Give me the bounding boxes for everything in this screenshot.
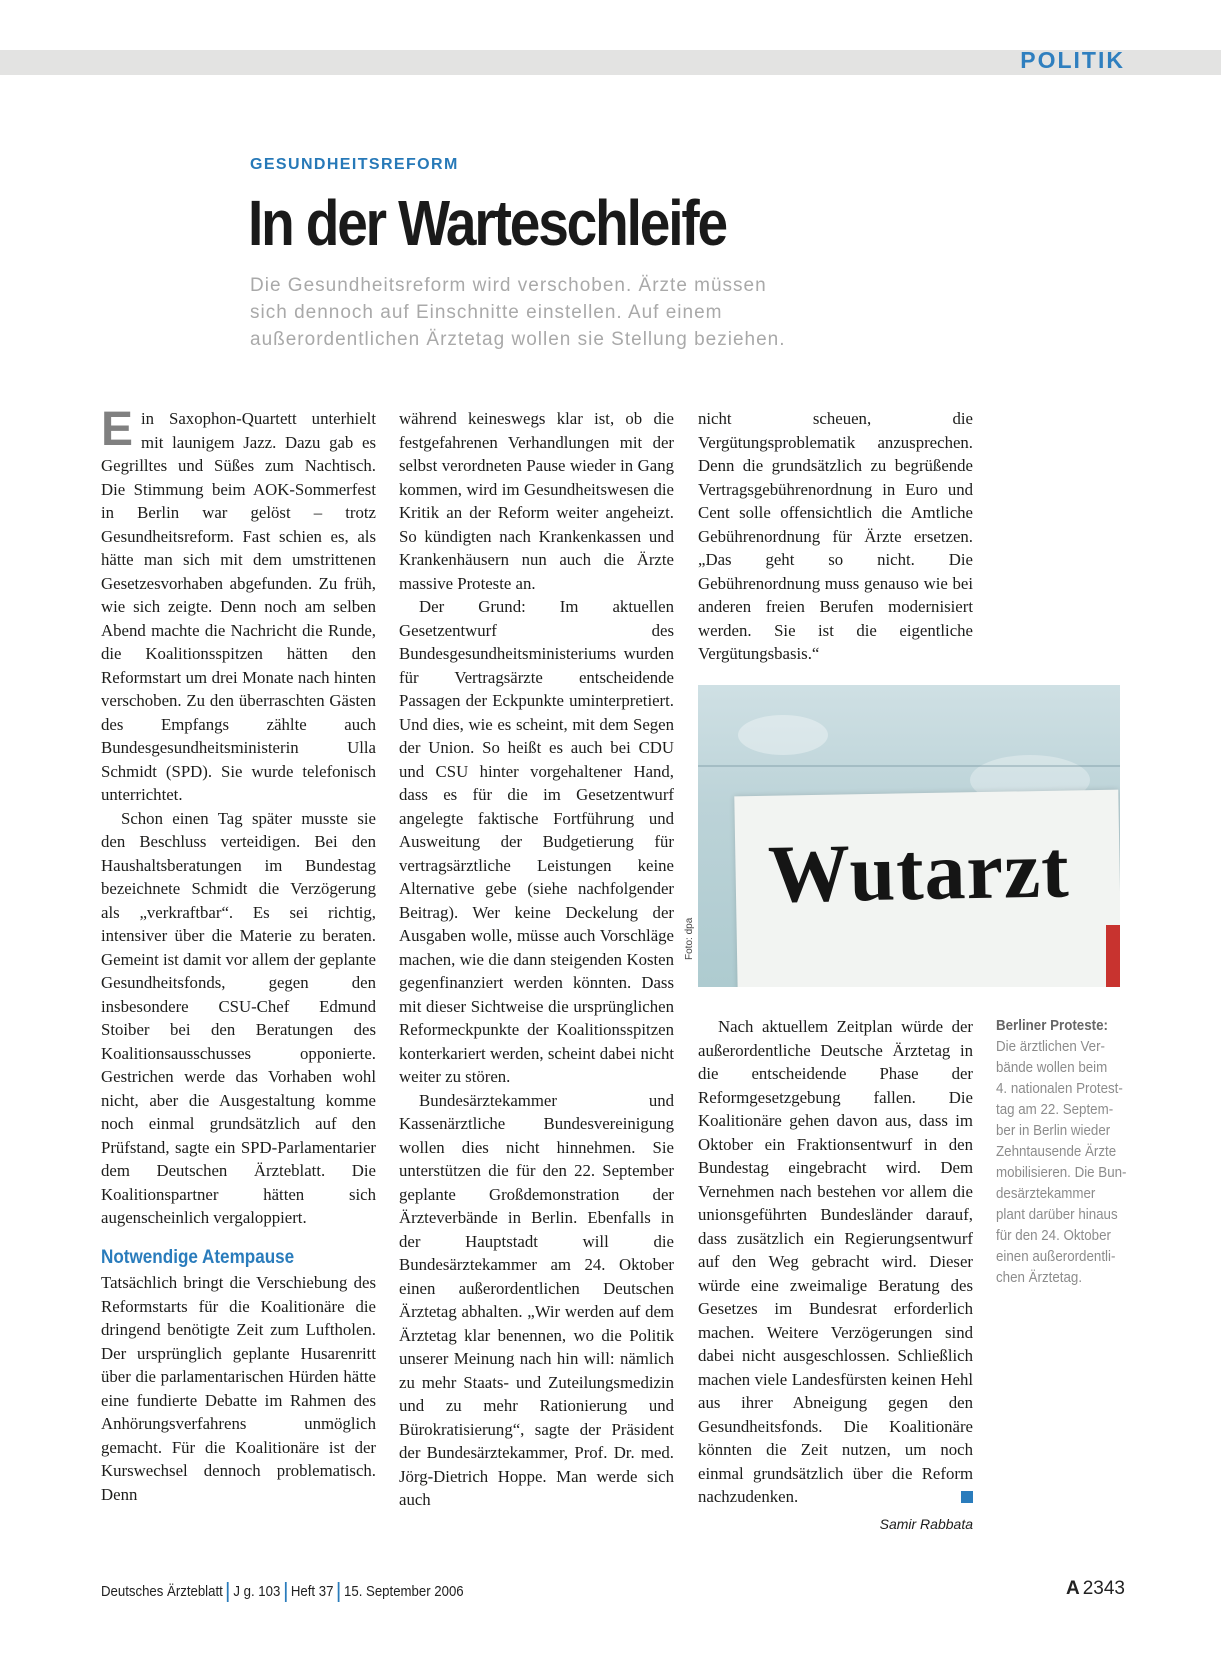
deck-line: sich dennoch auf Einschnitte einstellen. Auf einem [250, 302, 723, 323]
caption-line: tag am 22. Septem- [996, 1102, 1114, 1118]
text-column-2 [399, 407, 674, 1512]
article-title: In der Warteschleife [248, 187, 726, 259]
body-paragraph: Tatsächlich bringt die Verschiebung des Reformstarts für die Koalitionäre die dringend benötigte Zeit zum Luftholen. Der ursprünglich geplante Husarenritt über die parlamentarischen Hürden hätte eine fundierte Debatte im Rahmen des Anhörungsverfahrens unmöglich gemacht. Für die Koalitionäre ist der Kurswechsel dennoch problematisch. Denn [101, 1273, 376, 1504]
body-paragraph: Bundesärztekammer und Kassenärztliche Bundesvereinigung wollen dies nicht hinnehmen. Sie unterstützen die für den 22. September geplante Großdemonstration der Ärzteverbände in Berlin. Ebenfalls in der Hauptstadt will die Bundesärztekammer am 24. Oktober einen außerordentlichen Deutschen Ärztetag abhalten. „Wir werden auf dem Ärztetag klar benennen, wo die Politik unserer Meinung nach hin will: nämlich zu mehr Staats- und Zuteilungsmedizin und zu mehr Rationierung und Bürokratisierung“, sagte der Präsident der Bundesärztekammer, Prof. Dr. med. Jörg-Dietrich Hoppe. Man werde sich auch [399, 1090, 674, 1509]
text-column-1 [101, 403, 376, 1506]
subheading: Notwendige Atempause [101, 1246, 295, 1268]
protest-photo [698, 685, 1120, 987]
sign-text: Wutarzt [767, 823, 1071, 920]
text-column-3-top [698, 407, 973, 666]
caption-line: Die ärztlichen Ver- [996, 1039, 1105, 1055]
body-paragraph: Nach aktuellem Zeitplan würde der außerordentliche Deutsche Ärztetag in die entscheidende Phase der Reformgesetzgebung fallen. Die Koalitionäre gehen davon aus, dass im Oktober ein Fraktionsentwurf in den Bundestag eingebracht wird. Dem Vernehmen nach bestehen vor allem die unionsgeführten Bundesländer darauf, dass zusätzlich ein Regierungsentwurf auf den Weg gebracht wird. Dieser würde eine zweimalige Beratung des Gesetzes im Bundesrat erforderlich machen. Weitere Verzögerungen sind dabei nicht ausgeschlossen. Schließlich machen viele Landesfürsten keinen Hehl aus ihrer Abneigung gegen den Gesundheitsfonds. Die Koalitionäre könnten die Zeit nutzen, um noch einmal grundsätzlich über die Reform nachzudenken. [698, 1017, 973, 1506]
body-paragraph: Ein Saxophon-Quartett unterhielt mit launigem Jazz. Dazu gab es Gegrilltes und Süßes zum Nachtisch. Die Stimmung beim AOK-Sommerfest in Berlin war gelöst – trotz Gesundheitsreform. Fast schien es, als hätte man sich mit dem umstrittenen Gesetzesvorhaben abgefunden. Zu früh, wie sich zeigte. Denn noch am selben Abend machte die Nachricht die Runde, die Koalitionsspitzen hätten den Reformstart um drei Monate nach hinten verschoben. Zu den überraschten Gästen des Empfangs zählte auch Bundesgesundheitsministerin Ulla Schmidt (SPD). Sie wurde telefonisch unterrichtet. [101, 403, 376, 804]
photo-red-edge [1106, 925, 1120, 987]
page-prefix: A [1065, 1578, 1080, 1599]
photo-caption [996, 1016, 1126, 1289]
section-label: POLITIK [1020, 47, 1125, 73]
body-paragraph: während keineswegs klar ist, ob die festgefahrenen Verhandlungen mit der selbst verordneten Pause wieder in Gang kommen, wird im Gesundheitswesen die Kritik an der Reform weiter angeheizt. So kündigten nach Krankenkassen und Krankenhäusern nun auch die Ärzte massive Proteste an. [399, 409, 674, 593]
caption-line: chen Ärztetag. [996, 1270, 1083, 1286]
article-kicker: GESUNDHEITSREFORM [250, 156, 459, 173]
caption-line: Zehntausende Ärzte [996, 1144, 1117, 1160]
caption-line: einen außerordentli- [996, 1249, 1116, 1265]
body-paragraph: Schon einen Tag später musste sie den Beschluss verteidigen. Bei den Haushaltsberatungen im Bundestag bezeichnete Schmidt die Verzögerung als „verkraftbar“. Es sei richtig, intensiver über die Materie zu beraten. Gemeint ist damit vor allem der geplante Gesundheitsfonds, gegen den insbesondere CSU-Chef Edmund Stoiber bei den Beratungen des Koalitionsausschusses opponierte. Gestrichen werde das Vorhaben wohl nicht, aber die Ausgestaltung komme noch einmal grundsätzlich auf den Prüfstand, sagte ein SPD-Parlamentarier dem Deutschen Ärzteblatt. Die Koalitionspartner hätten sich augenscheinlich vergaloppiert. [101, 808, 376, 1227]
caption-line: für den 24. Oktober [996, 1228, 1111, 1244]
footer-separator [285, 1582, 287, 1602]
footer-separator [227, 1582, 229, 1602]
caption-line: 4. nationalen Protest- [996, 1081, 1123, 1097]
journal-name: Deutsches Ärzteblatt [101, 1582, 223, 1600]
caption-title: Berliner Proteste: [996, 1018, 1108, 1034]
drop-cap: E [101, 403, 134, 456]
caption-line: plant darüber hinaus [996, 1207, 1118, 1223]
page-number-value: 2343 [1082, 1578, 1125, 1599]
caption-line: bände wollen beim [996, 1060, 1108, 1076]
journal-issue: Heft 37 [290, 1582, 334, 1600]
body-paragraph: nicht scheuen, die Vergütungsproblematik anzusprechen. Denn die grundsätzlich zu begrüßende Vertragsgebührenordnung in Euro und Cent solle offensichtlich die Amtliche Gebührenordnung für Ärzte ersetzen. „Das geht so nicht. Die Gebührenordnung muss genauso wie bei anderen freien Berufen modernisiert werden. Sie ist die eigentliche Vergütungsbasis.“ [698, 409, 973, 663]
photo-credit: Foto: dpa [684, 917, 695, 960]
shirt-seam [698, 765, 1120, 767]
footer-separator [338, 1582, 340, 1602]
journal-date: 15. September 2006 [344, 1582, 464, 1600]
caption-line: mobilisieren. Die Bun- [996, 1165, 1127, 1181]
caption-line: desärztekammer [996, 1186, 1096, 1202]
footer-citation [101, 1582, 464, 1602]
deck-line: Die Gesundheitsreform wird verschoben. Ärzte müssen [250, 275, 767, 296]
journal-volume: J g. 103 [233, 1582, 281, 1600]
page-number [1066, 1578, 1125, 1600]
body-paragraph: Der Grund: Im aktuellen Gesetzentwurf des Bundesgesundheitsministeriums wurden für Vertragsärzte entscheidende Passagen der Eckpunkte uminterpretiert. Und dies, wie es scheint, mit dem Segen der Union. So heißt es auch bei CDU und CSU hinter vorgehaltener Hand, dass es für die im Gesetzentwurf angelegte faktische Fortführung und Ausweitung der Budgetierung für vertragsärztliche Leistungen keine Alternative gebe (siehe nachfolgender Beitrag). Wer keine Deckelung der Ausgaben wolle, müsse auch Vorschläge machen, wie die dann steigenden Kosten gegenfinanziert werden könnten. Dass mit dieser Sichtweise die ursprünglichen Reformeckpunkte der Koalitionsspitzen konterkariert werden, scheint dabei nicht weiter zu stören. [399, 597, 674, 1086]
article-deck [250, 272, 890, 353]
shirt-fold [738, 715, 828, 755]
author-name: Samir Rabbata [879, 1515, 973, 1532]
text-column-3-bottom [698, 1015, 973, 1536]
end-mark-icon [961, 1491, 973, 1503]
caption-line: ber in Berlin wieder [996, 1123, 1111, 1139]
deck-line: außerordentlichen Ärztetag wollen sie Stellung beziehen. [250, 329, 786, 350]
